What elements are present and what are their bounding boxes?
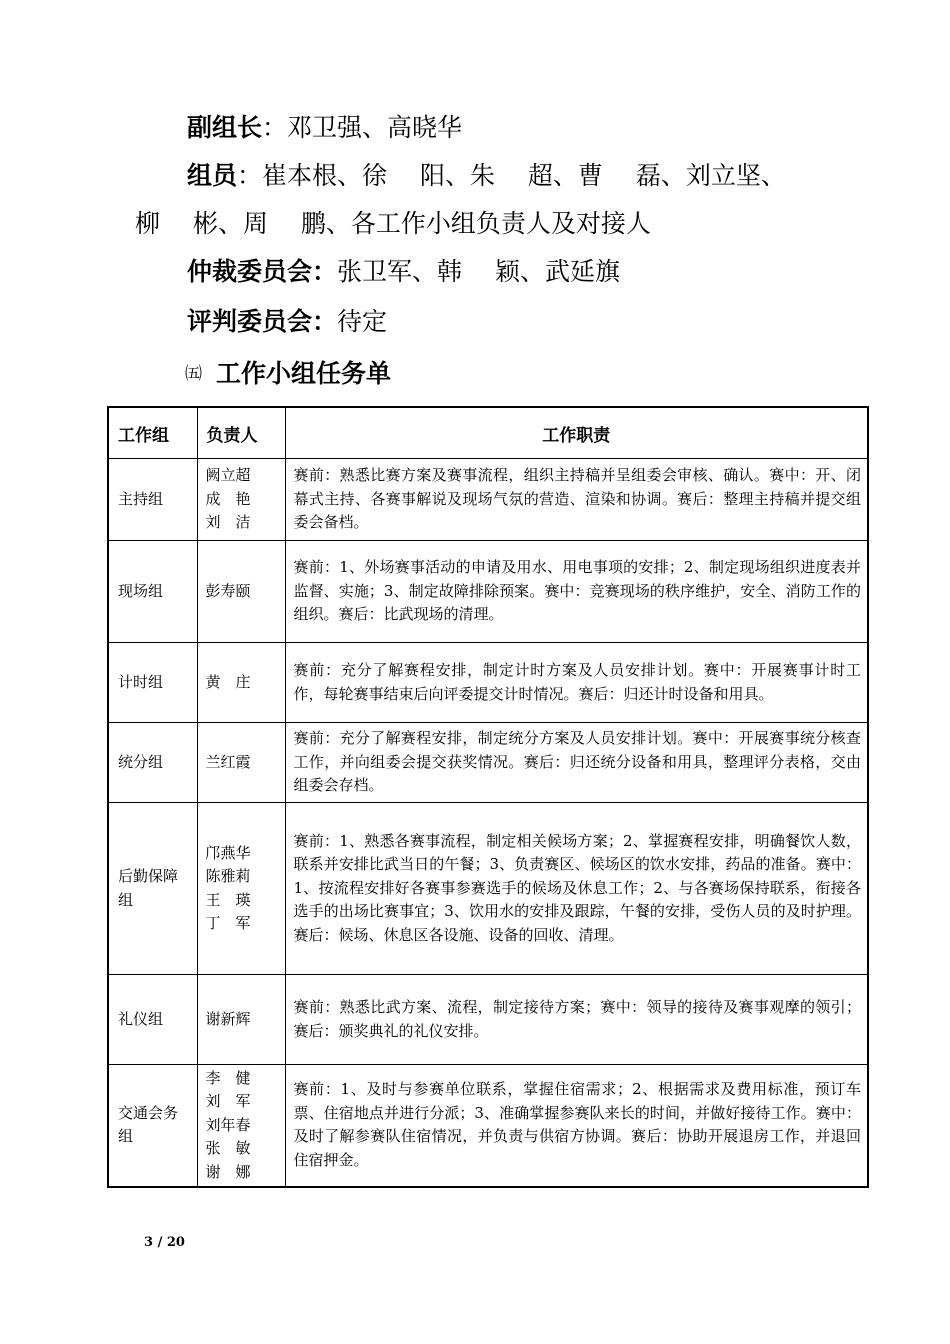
leader-name: 刘年春 xyxy=(205,1115,251,1134)
group-cell: 主持组 xyxy=(108,459,197,541)
leader-name: 兰红霞 xyxy=(205,752,251,771)
leader-name: 丁 军 xyxy=(205,914,251,932)
leader-cell xyxy=(197,723,285,803)
members-separator: ： xyxy=(237,161,263,190)
duty-cell: 赛前：充分了解赛程安排，制定计时方案及人员安排计划。赛中：开展赛事计时工作，每轮赛事结束后向评委提交计时情况。赛后：归还计时设备和用具。 xyxy=(285,643,868,723)
header-duties: 工作职责 xyxy=(285,407,868,459)
header-group: 工作组 xyxy=(108,407,197,459)
table-row xyxy=(108,975,868,1065)
vice-leader-label: 副组长 xyxy=(187,113,263,142)
group-cell: 交通会务组 xyxy=(108,1065,197,1187)
members-label: 组员 xyxy=(187,161,238,190)
leader-name: 王 瑛 xyxy=(205,890,251,909)
leader-name: 谢 娜 xyxy=(205,1162,251,1181)
leader-name: 刘 军 xyxy=(205,1092,251,1110)
leader-name: 张 敏 xyxy=(205,1139,251,1157)
vice-leader-separator: ： xyxy=(262,113,288,142)
section-number: ㈤ xyxy=(185,364,202,384)
judging-line xyxy=(187,306,387,338)
header-leader: 负责人 xyxy=(197,407,285,459)
duty-cell: 赛前：充分了解赛程安排，制定统分方案及人员安排计划。赛中：开展赛事统分核查工作，并向组委会提交获奖情况。赛后：归还统分设备和用具，整理评分表格，交由组委会存档。 xyxy=(285,723,868,803)
vice-leader-line xyxy=(187,112,462,144)
duty-cell: 赛前：熟悉比武方案、流程，制定接待方案；赛中：领导的接待及赛事观摩的领引；赛后：颁奖典礼的礼仪安排。 xyxy=(285,975,868,1065)
judging-label: 评判委员会： xyxy=(187,307,338,336)
leader-cell xyxy=(197,541,285,643)
table-row xyxy=(108,803,868,975)
leader-name: 阙立超 xyxy=(205,466,251,485)
arbitration-line xyxy=(187,256,620,288)
table-row xyxy=(108,541,868,643)
vice-leader-value: 邓卫强、高晓华 xyxy=(287,113,463,142)
leader-name: 黄 庄 xyxy=(205,672,251,691)
leader-name: 彭寿颐 xyxy=(205,581,251,600)
table-header-row xyxy=(108,407,868,459)
table-row xyxy=(108,459,868,541)
leader-name: 邝燕华 xyxy=(205,843,251,862)
section-title: 工作小组任务单 xyxy=(216,359,392,388)
leader-cell xyxy=(197,975,285,1065)
leader-name: 李 健 xyxy=(205,1068,251,1087)
page-number: 3 / 20 xyxy=(144,1235,185,1250)
members-line-2 xyxy=(135,208,651,240)
table-row xyxy=(108,643,868,723)
table-row xyxy=(108,723,868,803)
leader-cell xyxy=(197,803,285,975)
duty-cell: 赛前：1、熟悉各赛事流程，制定相关候场方案；2、掌握赛程安排，明确餐饮人数，联系并安排比武当日的午餐；3、负责赛区、候场区的饮水安排，药品的准备。赛中：1、按流程安排好各赛事参赛选手的候场及休息工作；2、与各赛场保持联系，衔接各选手的出场比赛事宜；3、饮用水的安排及跟踪，午餐的安排，受伤人员的及时护理。赛后：候场、休息区各设施、设备的回收、清理。 xyxy=(285,803,868,975)
duty-cell: 赛前：1、外场赛事活动的申请及用水、用电事项的安排；2、制定现场组织进度表并监督、实施；3、制定故障排除预案。赛中：竞赛现场的秩序维护，安全、消防工作的组织。赛后：比武现场的清理。 xyxy=(285,541,868,643)
group-cell: 后勤保障组 xyxy=(108,803,197,975)
group-cell: 礼仪组 xyxy=(108,975,197,1065)
leader-cell xyxy=(197,643,285,723)
members-line-1 xyxy=(187,160,786,192)
arbitration-label: 仲裁委员会： xyxy=(187,257,338,286)
leader-name: 陈雅莉 xyxy=(205,867,251,885)
judging-value: 待定 xyxy=(337,307,388,336)
leader-cell xyxy=(197,1065,285,1187)
task-table xyxy=(107,406,869,1188)
table-row xyxy=(108,1065,868,1187)
leader-name: 谢新辉 xyxy=(205,1009,251,1028)
leader-cell xyxy=(197,459,285,541)
duty-cell: 赛前：1、及时与参赛单位联系，掌握住宿需求；2、根据需求及费用标准，预订车票、住宿地点并进行分派；3、准确掌握参赛队来长的时间，并做好接待工作。赛中：及时了解参赛队住宿情况，并负责与供宿方协调。赛后：协助开展退房工作，并退回住宿押金。 xyxy=(285,1065,868,1187)
arbitration-value: 张卫军、韩 颖、武延旗 xyxy=(337,257,620,286)
members-value-1: 崔本根、徐 阳、朱 超、曹 磊、刘立坚、 xyxy=(262,161,786,190)
group-cell: 统分组 xyxy=(108,723,197,803)
group-cell: 计时组 xyxy=(108,643,197,723)
members-value-2: 柳 彬、周 鹏、各工作小组负责人及对接人 xyxy=(135,209,651,238)
leader-name: 成 艳 xyxy=(205,489,251,508)
duty-cell: 赛前：熟悉比赛方案及赛事流程，组织主持稿并呈组委会审核、确认。赛中：开、闭幕式主持、各赛事解说及现场气氛的营造、渲染和协调。赛后：整理主持稿并提交组委会备档。 xyxy=(285,459,868,541)
group-cell: 现场组 xyxy=(108,541,197,643)
section-heading xyxy=(185,358,391,390)
leader-name: 刘 洁 xyxy=(205,513,251,532)
